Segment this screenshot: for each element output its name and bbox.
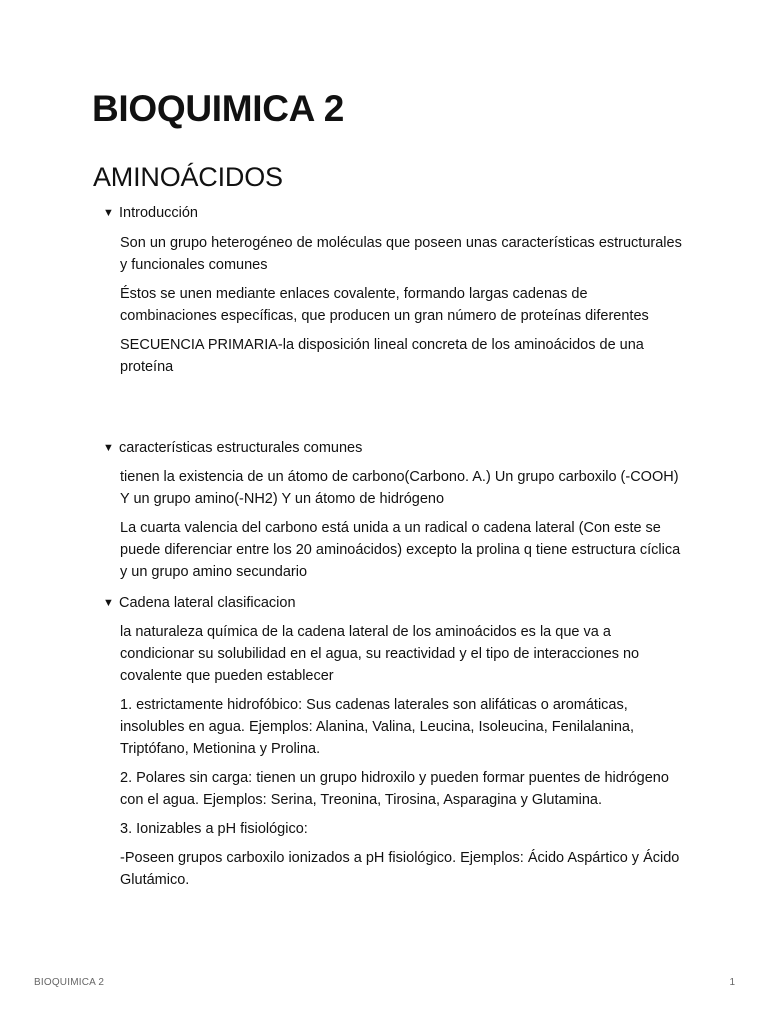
toggle-body <box>120 621 685 891</box>
toggle-summary-cadena-lateral[interactable] <box>103 592 703 614</box>
paragraph: 3. Ionizables a pH fisiológico: <box>120 821 308 837</box>
toggle-label: características estructurales comunes <box>119 440 363 456</box>
triangle-down-icon[interactable]: ▼ <box>103 597 114 609</box>
paragraph: tienen la existencia de un átomo de carbono(Carbono. A.) Un grupo carboxilo (-COOH) Y un grupo amino(-NH2) Y un átomo de hidrógeno <box>120 469 679 507</box>
paragraph: 2. Polares sin carga: tienen un grupo hidroxilo y pueden formar puentes de hidrógeno con el agua. Ejemplos: Serina, Treonina, Tirosina, Asparagina y Glutamina. <box>120 770 669 808</box>
paragraph: Son un grupo heterogéneo de moléculas que poseen unas características estructurales y funcionales comunes <box>120 235 682 273</box>
toggle-caracteristicas <box>103 437 703 583</box>
section-heading: AMINOÁCIDOS <box>93 162 283 192</box>
footer-doc-name: BIOQUIMICA 2 <box>34 977 105 988</box>
toggle-introduccion <box>103 202 703 378</box>
toggle-summary-caracteristicas[interactable] <box>103 437 703 459</box>
toggle-label: Introducción <box>119 205 198 221</box>
footer-page-number: 1 <box>729 977 735 988</box>
toggle-summary-introduccion[interactable] <box>103 202 703 224</box>
paragraph: Éstos se unen mediante enlaces covalente, formando largas cadenas de combinaciones específicas, que producen un gran número de proteínas diferentes <box>120 286 649 324</box>
paragraph: la naturaleza química de la cadena lateral de los aminoácidos es la que va a condicionar su solubilidad en el agua, su reactividad y el tipo de interacciones no covalente que pueden establecer <box>120 624 640 684</box>
toggle-body <box>120 466 685 583</box>
paragraph: -Poseen grupos carboxilo ionizados a pH fisiológico. Ejemplos: Ácido Aspártico y Ácido Glutámico. <box>120 850 680 888</box>
page-title: BIOQUIMICA 2 <box>92 88 344 129</box>
paragraph: SECUENCIA PRIMARIA-la disposición lineal concreta de los aminoácidos de una proteína <box>120 337 644 375</box>
triangle-down-icon[interactable]: ▼ <box>103 207 114 219</box>
triangle-down-icon[interactable]: ▼ <box>103 442 114 454</box>
toggle-label: Cadena lateral clasificacion <box>119 595 296 611</box>
toggle-cadena-lateral <box>103 592 703 891</box>
toggle-body <box>120 232 685 378</box>
paragraph: 1. estrictamente hidrofóbico: Sus cadenas laterales son alifáticas o aromáticas, insolubles en agua. Ejemplos: Alanina, Valina, Leucina, Isoleucina, Fenilalanina, Triptófano, Metionina y Prolina. <box>120 697 635 757</box>
paragraph: La cuarta valencia del carbono está unida a un radical o cadena lateral (Con este se puede diferenciar entre los 20 aminoácidos) excepto la prolina q tiene estructura cíclica y un grupo amino secundario <box>120 520 681 580</box>
